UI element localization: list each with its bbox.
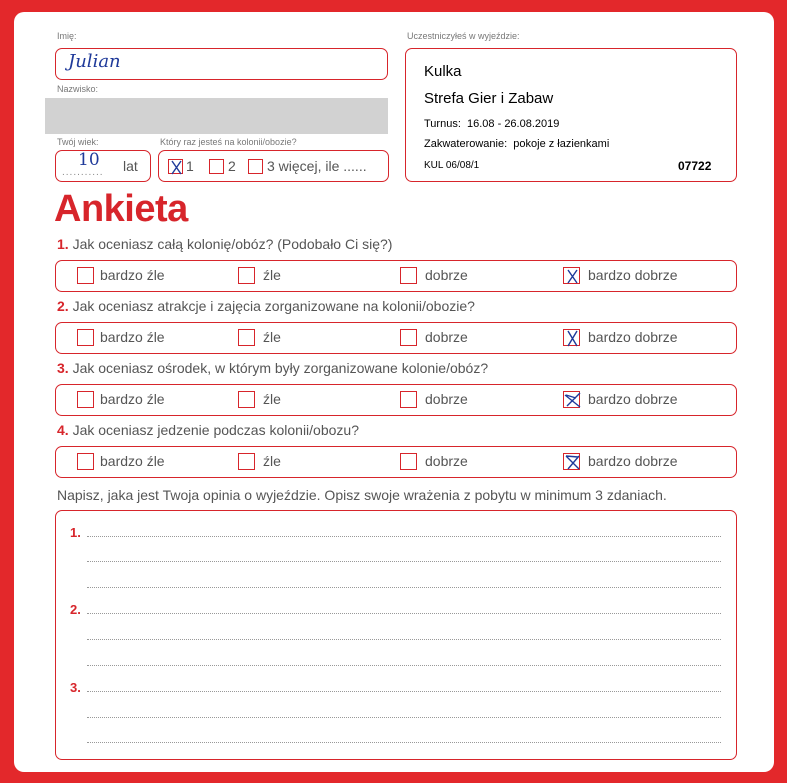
question-4-options	[55, 446, 737, 478]
q3-option-1-checkbox[interactable]	[77, 391, 94, 408]
turnus-value: 16.08 - 26.08.2019	[467, 118, 560, 130]
opinion-line	[87, 717, 721, 718]
opinion-line-2-num: 2.	[70, 602, 81, 617]
visit-option-2: 2	[228, 158, 236, 174]
q3-option-4-label: bardzo dobrze	[588, 391, 678, 407]
question-1	[57, 236, 392, 252]
q1-option-2-checkbox[interactable]	[238, 267, 255, 284]
opinion-line	[87, 613, 721, 614]
age-dots: ...........	[62, 167, 104, 178]
survey-form	[14, 12, 774, 772]
question-3-options	[55, 384, 737, 416]
turnus-row	[424, 118, 559, 130]
opinion-line-1-num: 1.	[70, 525, 81, 540]
accommodation-row	[424, 138, 609, 150]
surname-redaction	[45, 98, 388, 134]
q3-option-1-label: bardzo źle	[100, 391, 165, 407]
q2-option-4-checkbox[interactable]	[563, 329, 580, 346]
check-mark-icon	[564, 268, 581, 285]
question-4	[57, 422, 359, 438]
visit-checkbox-3[interactable]	[248, 159, 263, 174]
q1-option-4-label: bardzo dobrze	[588, 267, 678, 283]
q2-option-1-checkbox[interactable]	[77, 329, 94, 346]
q4-option-4-label: bardzo dobrze	[588, 453, 678, 469]
visit-label: Który raz jesteś na kolonii/obozie?	[160, 137, 297, 147]
question-4-text: Jak oceniasz jedzenie podczas kolonii/obozu?	[72, 422, 359, 438]
age-value: 10	[78, 150, 100, 170]
q2-option-4-label: bardzo dobrze	[588, 329, 678, 345]
accommodation-label: Zakwaterowanie:	[424, 138, 508, 150]
q1-option-3-label: dobrze	[425, 267, 468, 283]
opinion-prompt: Napisz, jaka jest Twoja opinia o wyjeździe. Opisz swoje wrażenia z pobytu w minimum 3 zdaniach.	[57, 487, 667, 503]
opinion-line	[87, 691, 721, 692]
opinion-line	[87, 561, 721, 562]
question-2-num: 2.	[57, 298, 69, 314]
page-title: Ankieta	[54, 188, 188, 230]
visit-checkbox-1[interactable]	[168, 159, 183, 174]
question-4-num: 4.	[57, 422, 69, 438]
question-1-text: Jak oceniasz całą kolonię/obóz? (Podobało Ci się?)	[72, 236, 393, 252]
q1-option-1-checkbox[interactable]	[77, 267, 94, 284]
camp-number: 07722	[678, 159, 712, 173]
age-unit: lat	[123, 158, 138, 174]
accommodation-value: pokoje z łazienkami	[513, 138, 610, 150]
turnus-label: Turnus:	[424, 118, 461, 130]
q4-option-3-label: dobrze	[425, 453, 468, 469]
question-2-options	[55, 322, 737, 354]
opinion-line-3-num: 3.	[70, 680, 81, 695]
q1-option-2-label: źle	[263, 267, 281, 283]
camp-code: KUL 06/08/1	[424, 160, 480, 171]
participation-label: Uczestniczyłeś w wyjeździe:	[407, 31, 520, 41]
question-3	[57, 360, 488, 376]
opinion-line	[87, 665, 721, 666]
q1-option-1-label: bardzo źle	[100, 267, 165, 283]
q3-option-3-checkbox[interactable]	[400, 391, 417, 408]
q3-option-2-checkbox[interactable]	[238, 391, 255, 408]
surname-label: Nazwisko:	[57, 84, 99, 94]
name-field[interactable]	[55, 48, 388, 80]
q2-option-3-label: dobrze	[425, 329, 468, 345]
name-label: Imię:	[57, 31, 77, 41]
q4-option-1-label: bardzo źle	[100, 453, 165, 469]
q2-option-1-label: bardzo źle	[100, 329, 165, 345]
name-value: Julian	[68, 51, 121, 72]
camp-name: Kulka	[424, 63, 462, 80]
visit-field	[158, 150, 389, 182]
age-field[interactable]	[55, 150, 151, 182]
question-3-num: 3.	[57, 360, 69, 376]
q3-option-4-checkbox[interactable]	[563, 391, 580, 408]
question-3-text: Jak oceniasz ośrodek, w którym były zorganizowane kolonie/obóz?	[72, 360, 489, 376]
q3-option-2-label: źle	[263, 391, 281, 407]
q1-option-4-checkbox[interactable]	[563, 267, 580, 284]
check-mark-icon	[564, 454, 581, 471]
q3-option-3-label: dobrze	[425, 391, 468, 407]
visit-option-3: 3 więcej, ile ......	[267, 158, 367, 174]
check-mark-icon	[564, 330, 581, 347]
q1-option-3-checkbox[interactable]	[400, 267, 417, 284]
q4-option-3-checkbox[interactable]	[400, 453, 417, 470]
opinion-line	[87, 536, 721, 537]
age-label: Twój wiek:	[57, 137, 99, 147]
q2-option-2-checkbox[interactable]	[238, 329, 255, 346]
q4-option-4-checkbox[interactable]	[563, 453, 580, 470]
camp-info-box	[405, 48, 737, 182]
visit-option-1: 1	[186, 158, 194, 174]
check-mark-icon	[169, 160, 184, 175]
q4-option-2-checkbox[interactable]	[238, 453, 255, 470]
opinion-line	[87, 639, 721, 640]
q4-option-1-checkbox[interactable]	[77, 453, 94, 470]
q4-option-2-label: źle	[263, 453, 281, 469]
check-mark-icon	[564, 392, 583, 409]
q2-option-2-label: źle	[263, 329, 281, 345]
q2-option-3-checkbox[interactable]	[400, 329, 417, 346]
opinion-area[interactable]	[55, 510, 737, 760]
camp-subtitle: Strefa Gier i Zabaw	[424, 90, 554, 107]
question-1-options	[55, 260, 737, 292]
opinion-line	[87, 587, 721, 588]
question-1-num: 1.	[57, 236, 69, 252]
opinion-line	[87, 742, 721, 743]
visit-checkbox-2[interactable]	[209, 159, 224, 174]
question-2-text: Jak oceniasz atrakcje i zajęcia zorganizowane na kolonii/obozie?	[72, 298, 475, 314]
question-2	[57, 298, 475, 314]
